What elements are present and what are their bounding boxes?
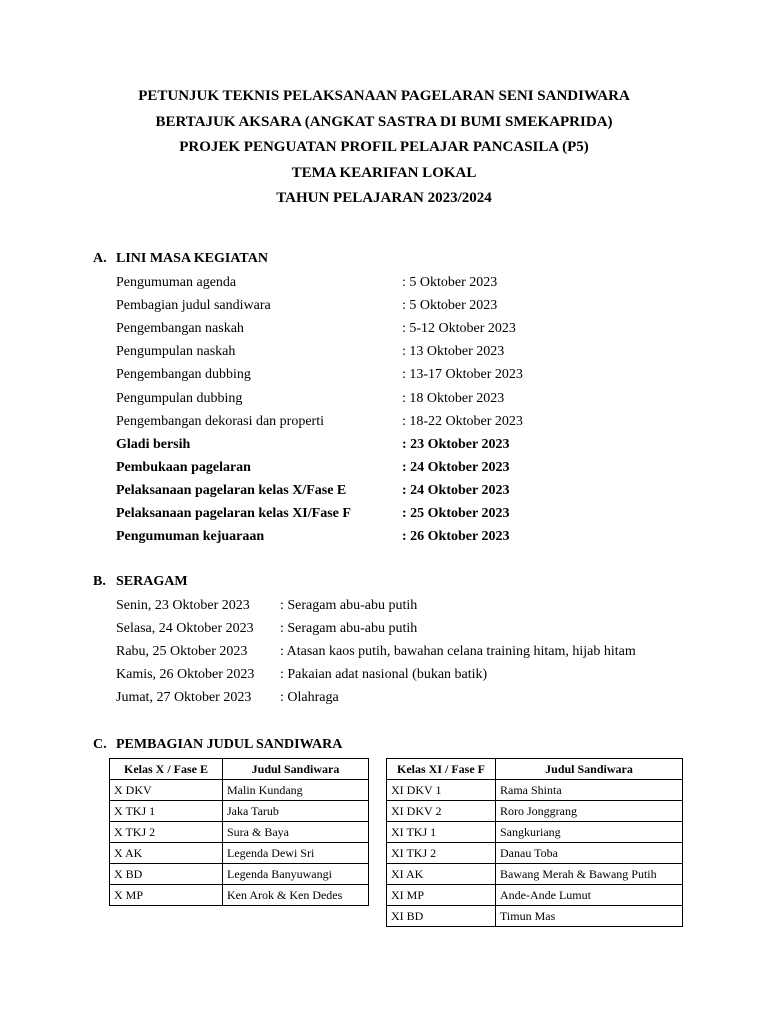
timeline-date: : 18-22 Oktober 2023	[402, 413, 523, 429]
title-line-4: TEMA KEARIFAN LOKAL	[291, 165, 477, 181]
table-row	[387, 801, 683, 822]
uniform-description: : Seragam abu-abu putih	[280, 598, 418, 613]
timeline-label: Pengembangan dekorasi dan properti	[116, 413, 324, 429]
section-b-title: SERAGAM	[116, 574, 188, 589]
class-cell: XI TKJ 2	[387, 843, 496, 864]
table-kelas-xi	[386, 758, 683, 927]
title-cell: Sura & Baya	[223, 822, 369, 843]
table-header: Judul Sandiwara	[223, 759, 369, 780]
class-cell: X AK	[110, 843, 223, 864]
timeline-date: : 25 Oktober 2023	[402, 506, 510, 521]
table-kelas-x	[109, 758, 369, 906]
class-cell: XI TKJ 1	[387, 822, 496, 843]
uniform-day: Rabu, 25 Oktober 2023	[116, 644, 248, 660]
uniform-day: Jumat, 27 Oktober 2023	[116, 690, 252, 706]
title-line-3: PROJEK PENGUATAN PROFIL PELAJAR PANCASILA (P5)	[179, 139, 589, 155]
section-a-heading	[93, 250, 268, 268]
timeline-label: Gladi bersih	[116, 436, 191, 452]
table-row	[110, 801, 369, 822]
section-c-title: PEMBAGIAN JUDUL SANDIWARA	[116, 737, 343, 752]
table-row	[387, 906, 683, 927]
title-cell: Legenda Dewi Sri	[223, 843, 369, 864]
section-b-letter: B.	[93, 574, 106, 589]
section-a-title: LINI MASA KEGIATAN	[116, 251, 268, 266]
table-row	[387, 822, 683, 843]
timeline-date: : 13 Oktober 2023	[402, 344, 505, 360]
class-cell: X DKV	[110, 780, 223, 801]
title-line-2: BERTAJUK AKSARA (ANGKAT SASTRA DI BUMI SMEKAPRIDA)	[155, 114, 613, 130]
class-cell: XI MP	[387, 885, 496, 906]
title-cell: Ken Arok & Ken Dedes	[223, 885, 369, 906]
title-cell: Timun Mas	[496, 906, 683, 927]
table-row	[110, 885, 369, 906]
timeline-label: Pengumuman kejuaraan	[116, 529, 265, 545]
table-row	[110, 780, 369, 801]
timeline-label: Pengembangan dubbing	[116, 367, 251, 383]
title-cell: Jaka Tarub	[223, 801, 369, 822]
table-header: Judul Sandiwara	[496, 759, 683, 780]
timeline-date: : 5-12 Oktober 2023	[402, 321, 516, 337]
table-row	[387, 843, 683, 864]
title-line-5: TAHUN PELAJARAN 2023/2024	[276, 190, 492, 206]
timeline-date: : 18 Oktober 2023	[402, 390, 505, 406]
uniform-description: : Olahraga	[280, 690, 339, 706]
timeline-date: : 23 Oktober 2023	[402, 436, 510, 452]
timeline-label: Pelaksanaan pagelaran kelas XI/Fase F	[116, 506, 351, 521]
uniform-description: : Seragam abu-abu putih	[280, 621, 418, 637]
class-cell: XI AK	[387, 864, 496, 885]
uniform-day: Senin, 23 Oktober 2023	[116, 598, 250, 613]
timeline-date: : 5 Oktober 2023	[402, 275, 498, 290]
table-row	[387, 780, 683, 801]
timeline-label: Pembagian judul sandiwara	[116, 298, 271, 314]
title-line-1: PETUNJUK TEKNIS PELAKSANAAN PAGELARAN SENI SANDIWARA	[138, 88, 630, 104]
uniform-description: : Atasan kaos putih, bawahan celana training hitam, hijab hitam	[280, 644, 636, 660]
table-row	[110, 864, 369, 885]
timeline-date: : 26 Oktober 2023	[402, 529, 510, 545]
uniform-day: Selasa, 24 Oktober 2023	[116, 621, 254, 637]
title-cell: Roro Jonggrang	[496, 801, 683, 822]
timeline-label: Pengumuman agenda	[116, 275, 237, 290]
timeline-date: : 24 Oktober 2023	[402, 459, 510, 475]
title-cell: Bawang Merah & Bawang Putih	[496, 864, 683, 885]
timeline-label: Pelaksanaan pagelaran kelas X/Fase E	[116, 482, 347, 498]
table-row	[387, 885, 683, 906]
timeline-label: Pengumpulan dubbing	[116, 390, 243, 406]
timeline-label: Pengumpulan naskah	[116, 344, 236, 360]
class-cell: X MP	[110, 885, 223, 906]
timeline-date: : 24 Oktober 2023	[402, 482, 510, 498]
timeline-date: : 5 Oktober 2023	[402, 298, 498, 314]
title-cell: Sangkuriang	[496, 822, 683, 843]
table-row	[110, 822, 369, 843]
class-cell: X TKJ 2	[110, 822, 223, 843]
section-b-heading	[93, 573, 188, 591]
section-c-letter: C.	[93, 737, 107, 752]
title-cell: Ande-Ande Lumut	[496, 885, 683, 906]
class-cell: XI BD	[387, 906, 496, 927]
title-cell: Legenda Banyuwangi	[223, 864, 369, 885]
timeline-label: Pembukaan pagelaran	[116, 459, 251, 475]
title-cell: Rama Shinta	[496, 780, 683, 801]
section-c-heading	[93, 736, 342, 754]
table-row	[387, 864, 683, 885]
section-a-letter: A.	[93, 251, 107, 266]
title-cell: Danau Toba	[496, 843, 683, 864]
table-row	[110, 843, 369, 864]
class-cell: XI DKV 1	[387, 780, 496, 801]
timeline-date: : 13-17 Oktober 2023	[402, 367, 523, 383]
table-header: Kelas XI / Fase F	[387, 759, 496, 780]
table-header: Kelas X / Fase E	[110, 759, 223, 780]
timeline-label: Pengembangan naskah	[116, 321, 244, 337]
class-cell: XI DKV 2	[387, 801, 496, 822]
class-cell: X BD	[110, 864, 223, 885]
title-cell: Malin Kundang	[223, 780, 369, 801]
uniform-description: : Pakaian adat nasional (bukan batik)	[280, 667, 488, 683]
class-cell: X TKJ 1	[110, 801, 223, 822]
uniform-day: Kamis, 26 Oktober 2023	[116, 667, 255, 683]
